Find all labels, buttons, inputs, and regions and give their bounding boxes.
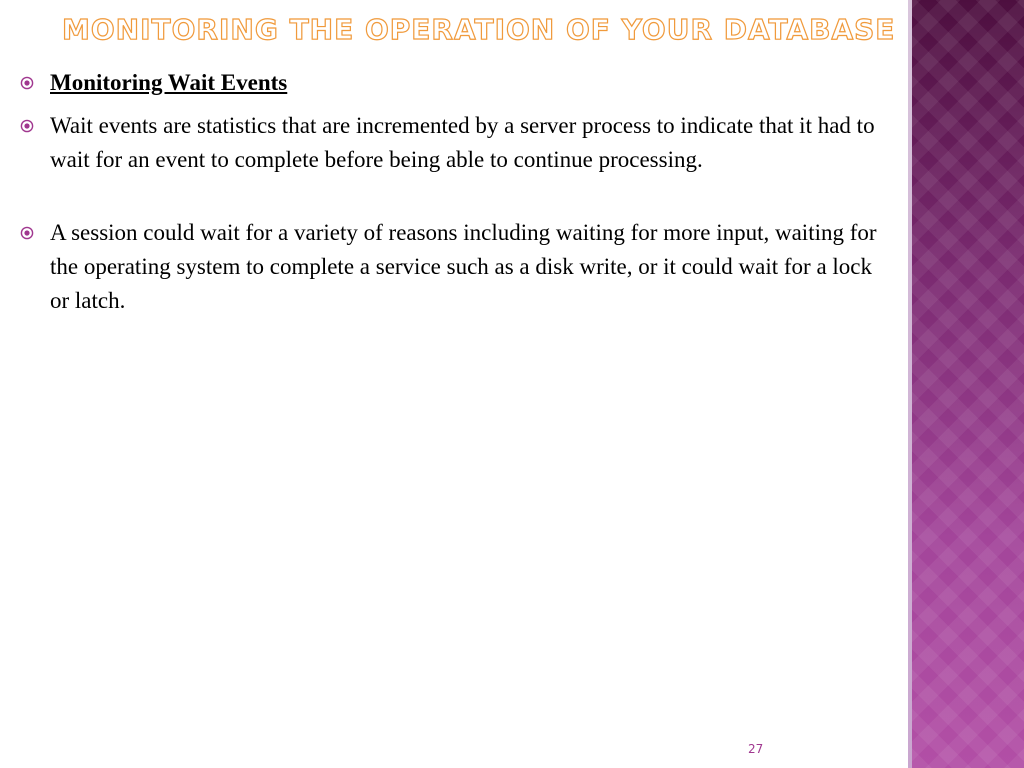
radio-bullet-icon [20,226,34,240]
page-number: 27 [748,742,764,756]
radio-bullet-icon [20,76,34,90]
bullet-item [20,109,880,177]
radio-bullet-icon [20,119,34,133]
bullet-heading-text: Monitoring Wait Events [50,70,288,95]
bullet-text: A session could wait for a variety of reasons including waiting for more input, waiting for the operating system to complete a service such as a disk write, or it could wait for a lock or latch. [50,220,877,313]
bullet-text: Wait events are statistics that are incremented by a server process to indicate that it had to wait for an event to complete before being able to continue processing. [50,113,875,172]
bullet-list [20,66,880,318]
decorative-side-panel [912,0,1024,768]
bullet-item [20,216,880,318]
slide-title: MONITORING THE OPERATION OF YOUR DATABASE [62,13,896,46]
bullet-item [20,66,880,100]
